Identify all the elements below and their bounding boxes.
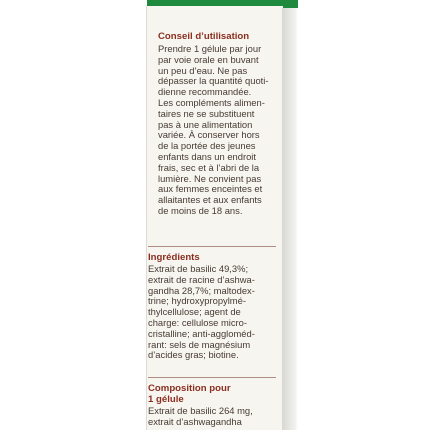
usage-line: dépasser la quantité quoti- (158, 75, 269, 87)
ingredients-line: cristalline; anti-aggloméd- (148, 327, 255, 339)
usage-line: variée. À conserver hors (158, 129, 260, 141)
section-divider (148, 377, 276, 378)
usage-line: taires ne se substituent (158, 107, 255, 119)
ingredients-line: d’acides gras; biotine. (148, 349, 239, 361)
usage-line: enfants dans un endroit (158, 150, 256, 162)
composition-line: Extrait de basilic 264 mg, (148, 405, 253, 416)
usage-line: de la portée des jeunes (158, 140, 256, 152)
usage-line: Les compléments alimen- (158, 96, 265, 108)
composition-heading: 1 gélule (148, 394, 184, 405)
section-divider (148, 246, 276, 247)
ingredients-line: rant: sels de magnésium (148, 338, 251, 350)
ingredients-line: extrait de racine d’ashwa- (148, 273, 255, 285)
ingredients-line: gandha 28,7%; maltodex- (148, 284, 255, 296)
usage-line: lumière. Ne convient pas (158, 172, 262, 184)
usage-line: allaitantes et aux enfants (158, 194, 262, 206)
usage-line: dienne recommandée. (158, 86, 252, 98)
usage-line: par voie orale en buvant (158, 53, 259, 65)
usage-line: de moins de 18 ans. (158, 204, 243, 216)
usage-line: pas à une alimentation (158, 118, 253, 130)
usage-line: frais, sec et à l’abri de la (158, 161, 260, 173)
composition-line: extrait d’ashwagandha (148, 415, 242, 427)
panel-edge-shadow (282, 8, 298, 430)
ingredients-line: trine; hydroxypropylmé- (148, 295, 246, 307)
ingredients-heading: Ingrédients (148, 252, 200, 263)
ingredients-line: Extrait de basilic 49,3%; (148, 263, 249, 274)
usage-section (158, 31, 274, 217)
composition-section (148, 383, 275, 428)
ingredients-line: thylcellulose; agent de (148, 306, 241, 318)
usage-heading: Conseil d’utilisation (158, 31, 250, 42)
usage-line: aux femmes enceintes et (158, 183, 263, 195)
usage-line: Prendre 1 gélule par jour (158, 43, 262, 54)
ingredients-section (148, 252, 275, 361)
composition-heading: Composition pour (148, 383, 231, 394)
ingredients-line: charge: cellulose micro- (148, 316, 247, 328)
usage-line: un peu d’eau. Ne pas (158, 64, 248, 76)
